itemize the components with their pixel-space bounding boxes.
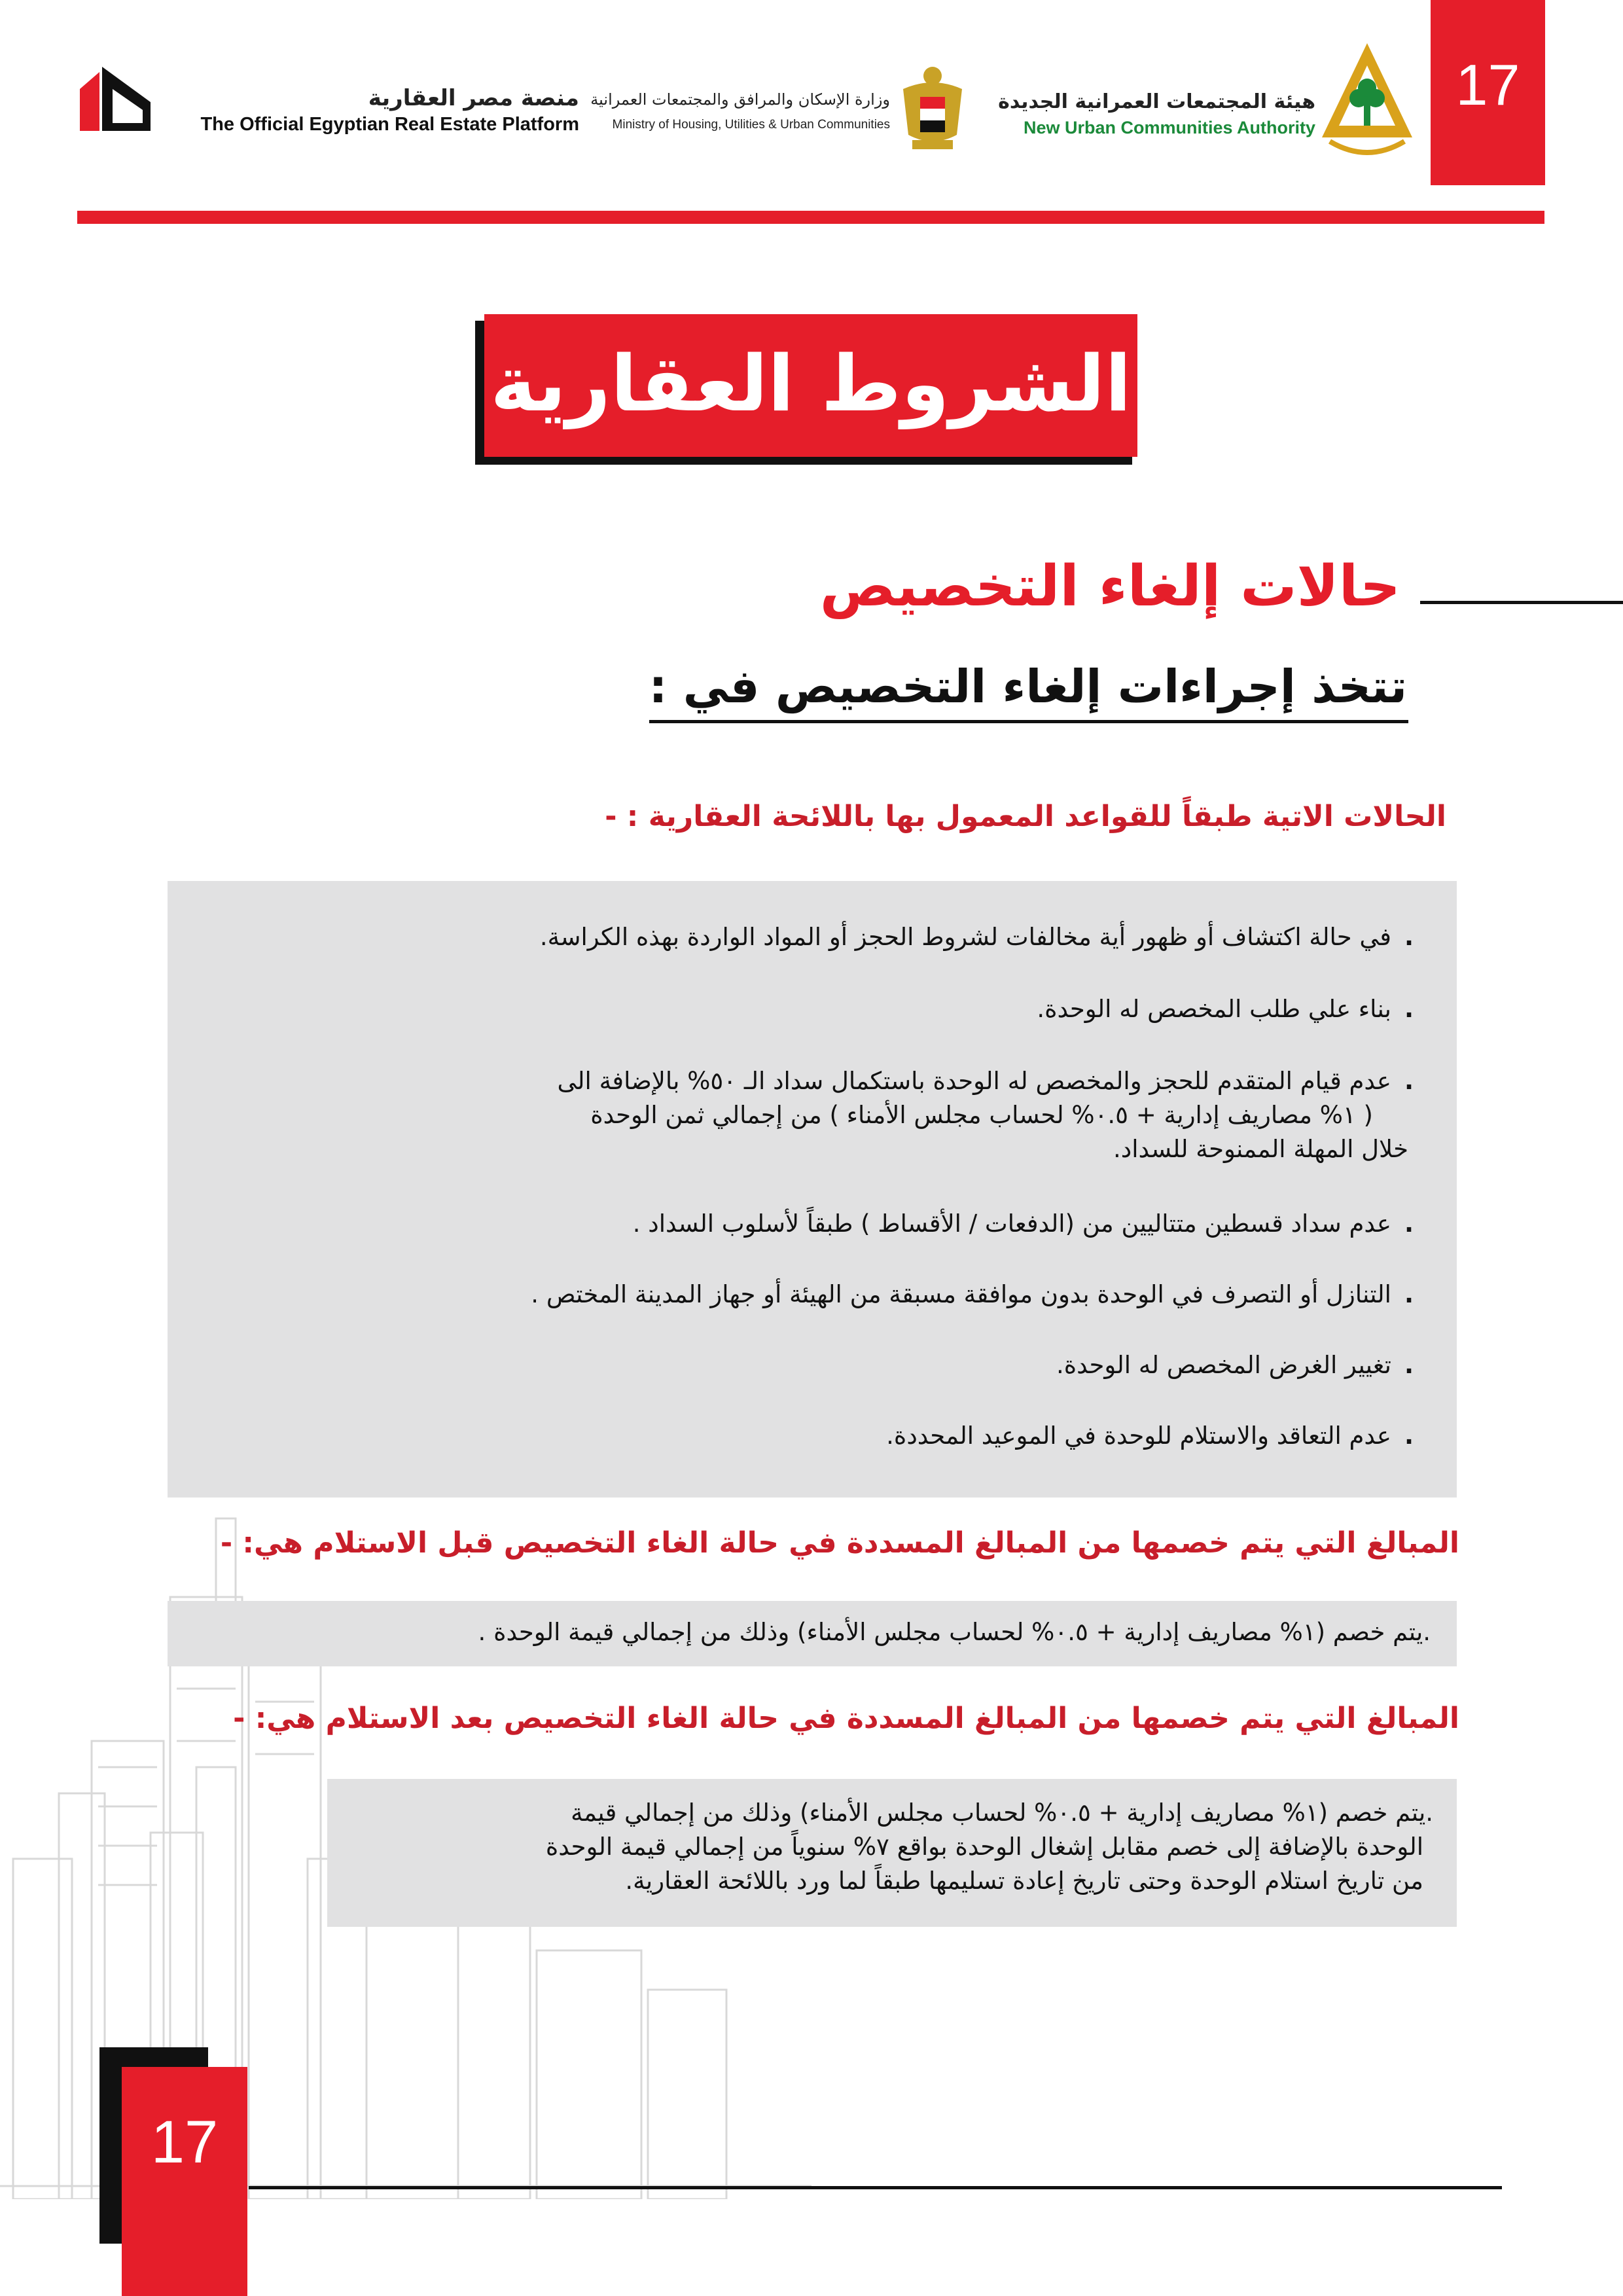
platform-logo-icon [77,63,153,135]
case-item: .في حالة اكتشاف أو ظهور أية مخالفات لشروط الحجز أو المواد الواردة بهذه الكراسة. [539,923,1414,951]
footer-divider [249,2186,1502,2189]
case-item: .التنازل أو التصرف في الوحدة بدون موافقة مسبقة من الهيئة أو جهاز المدينة المختص . [531,1280,1414,1308]
page-number-tab: 17 [1431,0,1545,185]
before-delivery-heading: المبالغ التي يتم خصمها من المبالغ المسددة في حالة الغاء التخصيص قبل الاستلام هي: - [220,1526,1459,1560]
ministry-name-en: Ministry of Housing, Utilities & Urban Communities [612,118,890,132]
after-delivery-line: الوحدة بالإضافة إلى خصم مقابل إشغال الوحدة بواقع ٧% سنوياً من إجمالي قيمة الوحدة [545,1833,1423,1861]
sub-heading: تتخذ إجراءات إلغاء التخصيص في : [649,660,1407,713]
section-heading: حالات إلغاء التخصيص [819,554,1400,619]
case-item-continued: ( ١% مصاريف إدارية + ٠.٥% لحساب مجلس الأمناء ) من إجمالي ثمن الوحدة [590,1101,1373,1129]
case-item: .عدم سداد قسطين متتاليين من (الدفعات / الأقساط ) طبقاً لأسلوب السداد . [632,1210,1414,1238]
case-item: .تغيير الغرض المخصص له الوحدة. [1056,1351,1414,1379]
after-delivery-line: .يتم خصم (١% مصاريف إدارية + ٠.٥% لحساب مجلس الأمناء) وذلك من إجمالي قيمة [571,1799,1433,1827]
header-divider [77,211,1544,224]
case-item: .عدم قيام المتقدم للحجز والمخصص له الوحدة باستكمال سداد الـ ٥٠% بالإضافة الى [557,1067,1414,1095]
platform-name-ar: منصة مصر العقارية [368,85,579,111]
after-delivery-heading: المبالغ التي يتم خصمها من المبالغ المسددة في حالة الغاء التخصيص بعد الاستلام هي: - [233,1702,1459,1735]
nuca-logo-icon [1318,39,1416,164]
case-item-continued: خلال المهلة الممنوحة للسداد. [1113,1135,1408,1163]
egypt-eagle-emblem-icon [897,63,969,161]
platform-name-en: The Official Egyptian Real Estate Platform [200,114,579,135]
case-item: .بناء علي طلب المخصص له الوحدة. [1037,995,1414,1023]
page-title: الشروط العقارية [484,314,1137,457]
nuca-name-ar: هيئة المجتمعات العمرانية الجديدة [998,90,1315,113]
after-delivery-line: من تاريخ استلام الوحدة وحتى تاريخ إعادة تسليمها طبقاً لما ورد باللائحة العقارية. [625,1867,1423,1895]
case-item: .عدم التعاقد والاستلام للوحدة في الموعيد المحددة. [886,1422,1414,1450]
heading-line [1420,601,1623,604]
before-delivery-text: .يتم خصم (١% مصاريف إدارية + ٠.٥% لحساب مجلس الأمناء) وذلك من إجمالي قيمة الوحدة . [478,1618,1431,1646]
cases-intro: الحالات الاتية طبقاً للقواعد المعمول بها باللائحة العقارية : - [605,800,1446,833]
footer-page-number: 17 [122,2067,247,2296]
cases-box [168,881,1457,1498]
nuca-name-en: New Urban Communities Authority [1023,118,1315,137]
ministry-name-ar: وزارة الإسكان والمرافق والمجتمعات العمرانية [590,90,890,109]
sub-heading-underline [649,720,1408,723]
